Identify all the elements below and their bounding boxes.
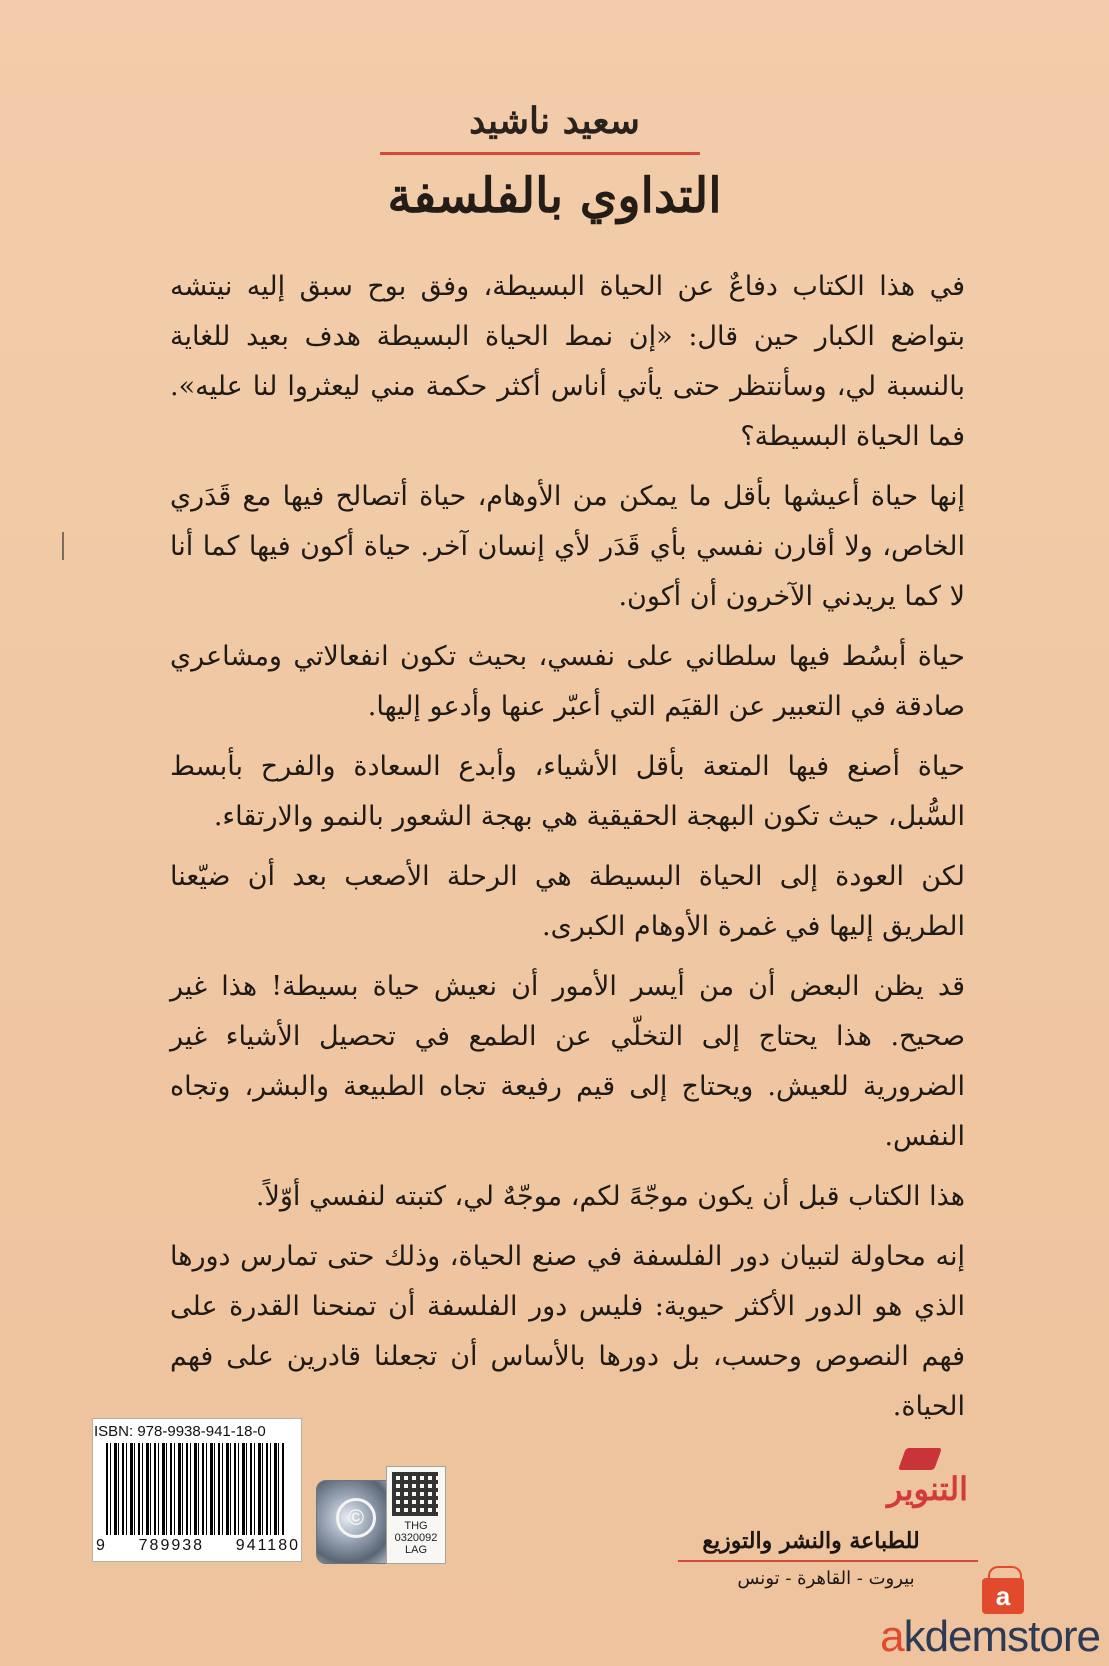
watermark-badge-icon: a bbox=[982, 1578, 1024, 1614]
title-divider bbox=[380, 152, 700, 155]
barcode-digits bbox=[96, 1537, 300, 1555]
barcode-digit-group: 9 bbox=[96, 1537, 107, 1554]
book-title: التداوي بالفلسفة bbox=[387, 168, 722, 224]
blurb-paragraph: حياة أصنع فيها المتعة بأقل الأشياء، وأبدع السعادة والفرح بأبسط السُّبل، حيث تكون البهجة الحقيقية هي بهجة الشعور بالنمو والارتقاء. bbox=[170, 751, 965, 832]
barcode-digit-group: 941180 bbox=[235, 1537, 300, 1554]
watermark-name: kdemstore bbox=[903, 1612, 1100, 1661]
blurb-paragraph: قد يظن البعض أن من أيسر الأمور أن نعيش حياة بسيطة! هذا غير صحيح. هذا يحتاج إلى التخلّي عن الطمع في تحصيل الأشياء غير الضرورية للعيش. ويحتاج إلى قيم رفيعة تجاه الطبيعة والبشر، وتجاه النفس. bbox=[170, 971, 965, 1152]
qr-code-icon bbox=[392, 1472, 438, 1516]
publisher-divider bbox=[678, 1560, 978, 1562]
blurb-paragraph: لكن العودة إلى الحياة البسيطة هي الرحلة الأصعب بعد أن ضيّعنا الطريق إليها في غمرة الأوهام الكبرى. bbox=[170, 861, 965, 942]
publisher-name: للطباعة والنشر والتوزيع bbox=[702, 1528, 920, 1554]
blurb-paragraph: حياة أبسُط فيها سلطاني على نفسي، بحيث تكون انفعالاتي ومشاعري صادقة في التعبير عن القيَم التي أعبّر عنها وأدعو إليها. bbox=[170, 641, 965, 722]
barcode-bars bbox=[106, 1443, 286, 1535]
blurb-text bbox=[170, 262, 965, 1442]
sticker-line: THG bbox=[404, 1520, 428, 1532]
publisher-cities: بيروت - القاهرة - تونس bbox=[737, 1568, 915, 1589]
watermark-text bbox=[800, 1612, 1100, 1662]
sticker-code bbox=[388, 1520, 444, 1556]
isbn-text: ISBN: 978-9938-941-18-0 bbox=[94, 1423, 266, 1440]
sticker-line: 0320092 bbox=[394, 1532, 438, 1544]
blurb-paragraph: إنه محاولة لتبيان دور الفلسفة في صنع الحياة، وذلك حتى تمارس دورها الذي هو الدور الأكثر حيوية: فليس دور الفلسفة أن تمنحنا القدرة على فهم النصوص وحسب، بل دورها بالأساس أن تجعلنا قادرين على فهم الحياة. bbox=[170, 1241, 965, 1422]
blurb-paragraph: في هذا الكتاب دفاعٌ عن الحياة البسيطة، وفق بوح سبق إليه نيتشه بتواضع الكبار حين قال: «إن نمط الحياة البسيطة هدف بعيد للغاية بالنسبة لي، وسأنتظر حتى يأتي أناس أكثر حكمة مني ليعثروا لنا عليه». فما الحياة البسيطة؟ bbox=[170, 271, 965, 452]
hologram-logo-icon: © bbox=[336, 1498, 376, 1538]
blurb-paragraph: إنها حياة أعيشها بأقل ما يمكن من الأوهام، حياة أتصالح فيها مع قَدَري الخاص، ولا أقارن نفسي بأي قَدَر لأي إنسان آخر. حياة أكون فيها كما أنا لا كما يريدني الآخرون أن أكون. bbox=[170, 481, 965, 612]
publisher-logo: التنوير bbox=[886, 1470, 968, 1508]
author-name: سعيد ناشيد bbox=[469, 100, 640, 142]
margin-mark bbox=[62, 532, 64, 560]
watermark-prefix: a bbox=[880, 1612, 904, 1661]
sticker-line: LAG bbox=[404, 1544, 427, 1556]
blurb-paragraph: هذا الكتاب قبل أن يكون موجّهً لكم، موجّهٌ لي، كتبته لنفسي أوّلاً. bbox=[255, 1181, 965, 1212]
barcode-digit-group: 789938 bbox=[138, 1537, 205, 1554]
